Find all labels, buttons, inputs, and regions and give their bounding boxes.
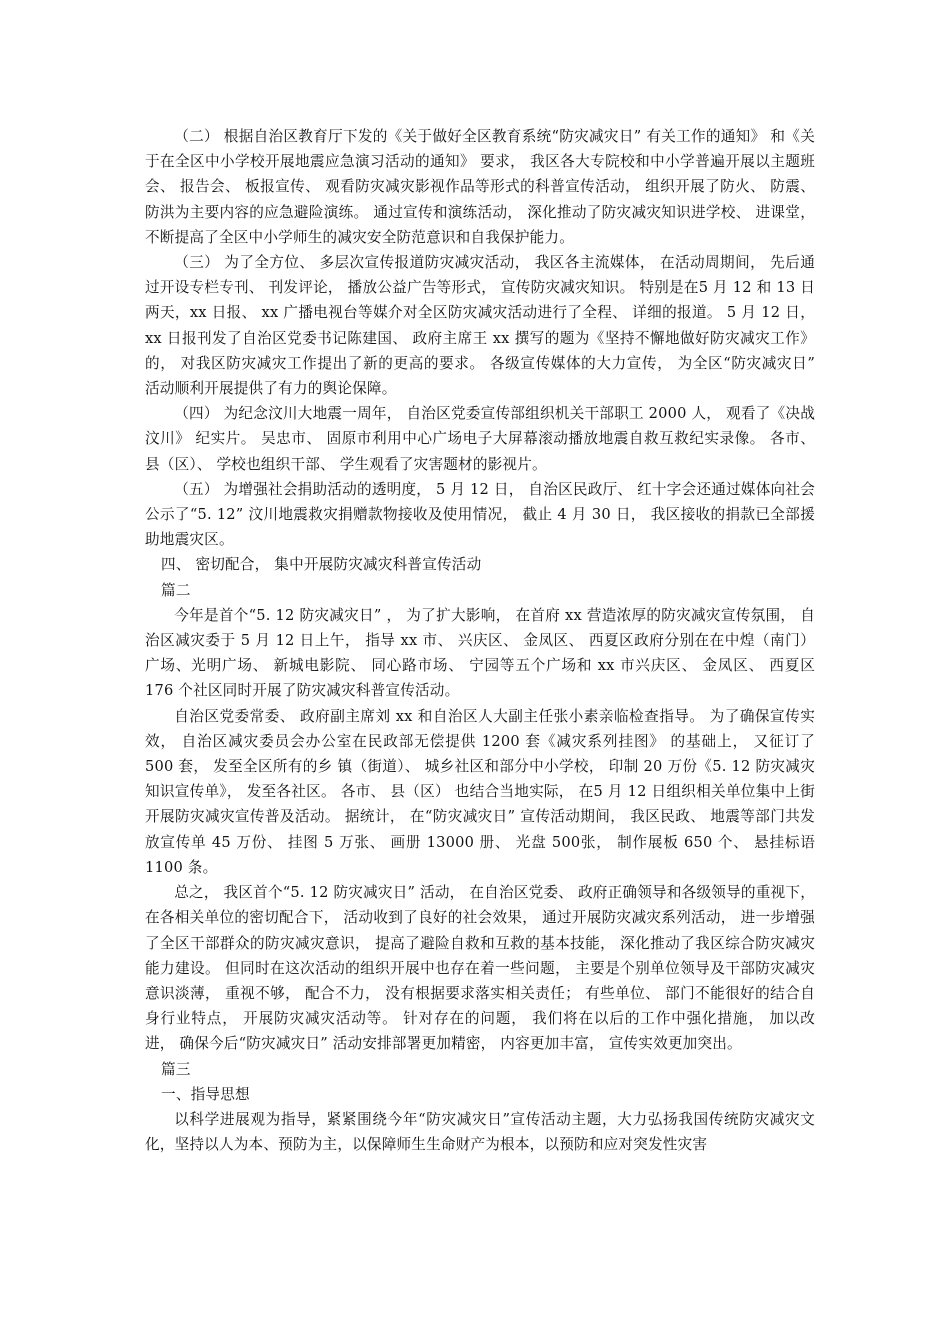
paragraph-2: （二） 根据自治区教育厅下发的《关于做好全区教育系统“防灾减灾日” 有关工作的通知》 和《关于在全区中小学校开展地震应急演习活动的通知》 要求， 我区各大专院校和中小学普遍开展以主题班会、 报告会、 板报宣传、 观看防灾减灾影视作品等形式的科普宣传活动， 组织开展了防火、 防震、 防洪为主要内容的应急避险演练。 通过宣传和演练活动， 深化推动了防灾减灾知识进学校、 进课堂， 不断提高了全区中小学师生的减灾安全防范意识和自我保护能力。 xyxy=(145,128,815,246)
section-two-paragraph-3: 总之， 我区首个“5. 12 防灾减灾日” 活动， 在自治区党委、 政府正确领导和各级领导的重视下， 在各相关单位的密切配合下， 活动收到了良好的社会效果， 通过开展防灾减灾系列活动， 进一步增强了全区干部群众的防灾减灾意识， 提高了避险自救和互救的基本技能， 深化推动了我区综合防灾减灾能力建设。 但同时在这次活动的组织开展中也存在着一些问题， 主要是个别单位领导及干部防灾减灾意识淡薄， 重视不够， 配合不力， 没有根据要求落实相关责任； 有些单位、 部门不能很好的结合自身行业特点， 开展防灾减灾活动等。 针对存在的问题， 我们将在以后的工作中强化措施， 加以改进， 确保今后“防灾减灾日” 活动安排部署更加精密， 内容更加丰富， 宣传实效更加突出。 xyxy=(145,884,815,1053)
section-two-paragraph-2: 自治区党委常委、 政府副主席刘 xx 和自治区人大副主任张小素亲临检查指导。 为了确保宣传实效， 自治区减灾委员会办公室在民政部无偿提供 1200 套《减灾系列挂图》 的基础上， 又征订了 500 套， 发至全区所有的乡 镇（街道）、 城乡社区和部分中小学校， 印制 20 万份《5. 12 防灾减灾知识宣传单》， 发至各社区。 各市、 县（区） 也结合当地实际， 在5 月 12 日组织相关单位集中上街开展防灾减灾宣传普及活动。 据统计， 在“防灾减灾日” 宣传活动期间， 我区民政、 地震等部门共发放宣传单 45 万份、 挂图 5 万张、 画册 13000 册、 光盘 500张， 制作展板 650 个、 悬挂标语 1100 条。 xyxy=(145,707,815,876)
section-two-paragraph-1: 今年是首个“5. 12 防灾减灾日” ， 为了扩大影响， 在首府 xx 营造浓厚的防灾减灾宣传氛围， 自治区减灾委于 5 月 12 日上午， 指导 xx 市、 兴庆区、 金凤区、 西夏区政府分别在在中煌（南门） 广场、光明广场、 新城电影院、 同心路市场、 宁园等五个广场和 xx 市兴庆区、 金凤区、 西夏区 176 个社区同时开展了防灾减灾科普宣传活动。 xyxy=(145,606,815,700)
section-three-heading: 一、指导思想 xyxy=(161,1085,250,1103)
paragraph-3: （三） 为了全方位、 多层次宣传报道防灾减灾活动， 我区各主流媒体， 在活动周期间， 先后通过开设专栏专刊、 刊发评论， 播放公益广告等形式， 宣传防灾减灾知识。 特别是在5 月 12 和 13 日两天，xx 日报、 xx 广播电视台等媒介对全区防灾减灾活动进行了全程、 详细的报道。 5 月 12 日， xx 日报刊发了自治区党委书记陈建国、 政府主席王 xx 撰写的题为《坚持不懈地做好防灾减灾工作》 的， 对我区防灾减灾工作提出了新的更高的要求。 各级宣传媒体的大力宣传， 为全区“防灾减灾日” 活动顺利开展提供了有力的舆论保障。 xyxy=(145,254,815,398)
section-two-title: 篇二 xyxy=(161,581,191,599)
section-three-title: 篇三 xyxy=(161,1060,191,1078)
section-three-paragraph-1: 以科学进展观为指导，紧紧围绕今年“防灾减灾日”宣传活动主题，大力弘扬我国传统防灾减灾文化，坚持以人为本、预防为主，以保障师生生命财产为根本，以预防和应对突发性灾害 xyxy=(145,1110,815,1154)
heading-four: 四、 密切配合， 集中开展防灾减灾科普宣传活动 xyxy=(161,556,482,574)
document-body xyxy=(145,124,815,1157)
paragraph-4: （四） 为纪念汶川大地震一周年， 自治区党委宣传部组织机关干部职工 2000 人， 观看了《决战汶川》 纪实片。 吴忠市、 固原市利用中心广场电子大屏幕滚动播放地震自救互救纪实录像。 各市、 县（区）、 学校也组织干部、 学生观看了灾害题材的影视片。 xyxy=(145,405,815,473)
paragraph-5: （五） 为增强社会捐助活动的透明度， 5 月 12 日， 自治区民政厅、 红十字会还通过媒体向社会公示了“5. 12” 汶川地震救灾捐赠款物接收及使用情况， 截止 4 月 30 日， 我区接收的捐款已全部援助地震灾区。 xyxy=(145,480,815,549)
